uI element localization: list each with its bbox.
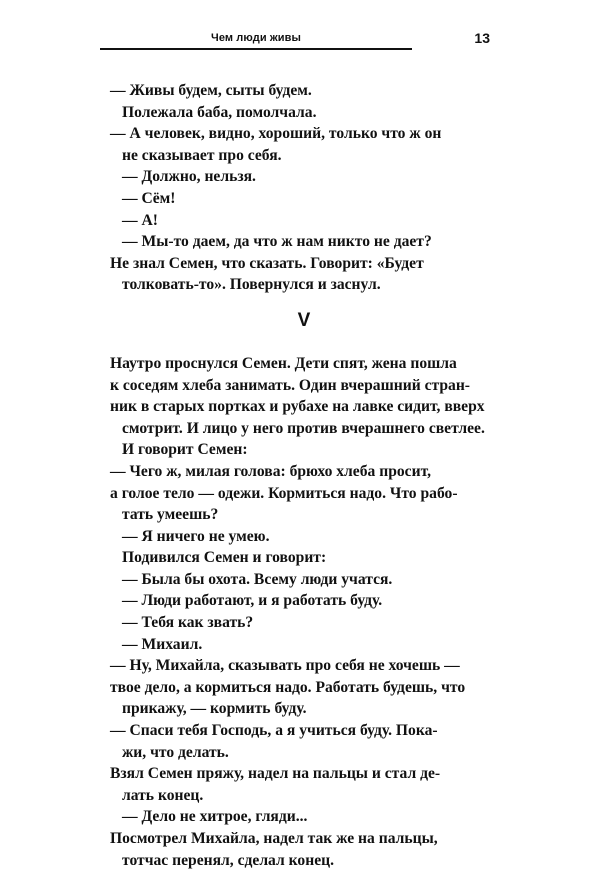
body-text [110, 80, 498, 871]
text-line: — Я ничего не умею. [122, 527, 270, 545]
running-header [100, 30, 490, 52]
text-line: Посмотрел Михайла, надел так же на пальцы, [110, 830, 438, 847]
text-line: — Люди работают, и я работать буду. [122, 592, 383, 610]
text-line: — Спаси тебя Господь, а я учиться буду. Пока- [110, 722, 438, 740]
page-number: 13 [474, 30, 490, 46]
text-line: твое дело, а кормиться надо. Работать будешь, что [110, 678, 466, 696]
text-line: Наутро проснулся Семен. Дети спят, жена пошла [110, 354, 457, 372]
text-line: тотчас перенял, сделал конец. [122, 851, 335, 869]
text-line: — А человек, видно, хороший, только что ж он [110, 125, 442, 143]
text-line: — Должно, нельзя. [122, 168, 256, 186]
text-line: толковать-то». Повернулся и заснул. [122, 276, 381, 294]
text-line: жи, что делать. [122, 743, 229, 761]
text-line: смотрит. И лицо у него против вчерашнего светлее. [122, 419, 485, 437]
text-line: — Дело не хитрое, гляди... [122, 808, 308, 826]
text-line: — А! [122, 211, 158, 229]
text-line: — Живы будем, сыты будем. [110, 82, 312, 99]
text-line: тать умеешь? [122, 506, 219, 524]
text-line: — Михаил. [122, 635, 203, 653]
text-line: — Чего ж, милая голова: брюхо хлеба просит, [110, 462, 431, 480]
text-line: к соседям хлеба занимать. Один вчерашний стран- [110, 376, 471, 394]
running-title: Чем люди живы [211, 32, 301, 44]
text-line: Полежала баба, помолчала. [122, 103, 317, 121]
text-line: Не знал Семен, что сказать. Говорит: «Будет [110, 254, 424, 272]
text-line: ник в старых портках и рубахе на лавке сидит, вверх [110, 398, 485, 416]
text-line: И говорит Семен: [122, 441, 248, 459]
text-line: — Сём! [122, 189, 176, 207]
text-line: Подивился Семен и говорит: [122, 549, 327, 567]
text-line: прикажу, — кормить буду. [122, 700, 307, 718]
text-line: — Мы-то даем, да что ж нам никто не дает? [122, 233, 432, 251]
text-line: Взял Семен пряжу, надел на пальцы и стал де- [110, 765, 441, 783]
text-line: лать конец. [122, 786, 204, 804]
text-line: — Была бы охота. Всему люди учатся. [122, 570, 393, 588]
header-rule [100, 48, 412, 50]
text-line: не сказывает про себя. [122, 146, 282, 164]
text-line: а голое тело — одежи. Кормиться надо. Что рабо- [110, 484, 458, 502]
chapter-heading: V [297, 309, 311, 331]
text-line: — Ну, Михайла, сказывать про себя не хочешь — [110, 657, 460, 675]
text-line: — Тебя как звать? [122, 614, 254, 632]
